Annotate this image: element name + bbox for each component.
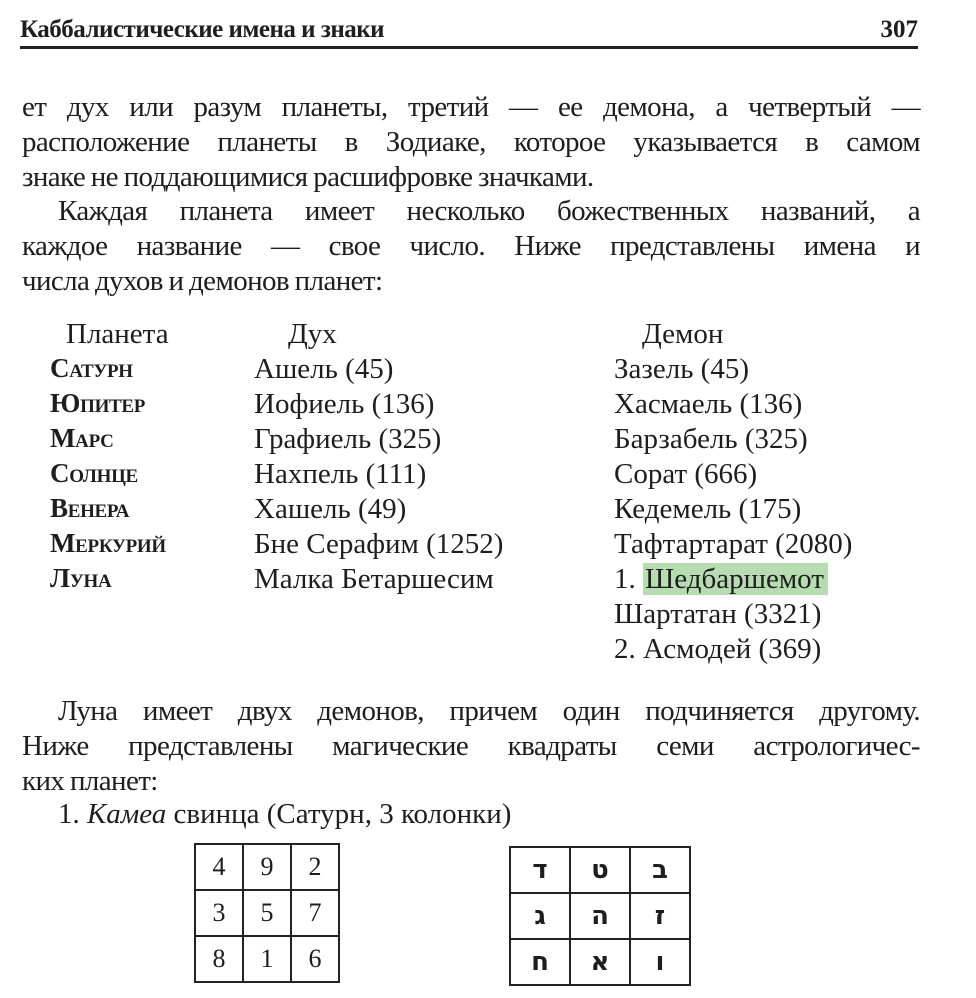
square-cell: 2 [291,844,339,890]
square-cell: 9 [243,844,291,890]
demon-cell: Сорат (666) [614,458,758,490]
table-row-moon-cont [50,598,852,633]
paragraph-1 [22,90,920,195]
hebrew-cell: ג [510,893,570,939]
planet-cell: Сатурн [50,353,133,383]
square-cell: 4 [195,844,243,890]
demon-cell: Шартатан (3321) [614,598,822,630]
caption-italic: Камеа [87,798,167,830]
square-cell: 6 [291,936,339,982]
table-row-moon-cont [50,633,852,668]
square-cell: 3 [195,890,243,936]
table-row [50,353,852,388]
demon-cell: 2. Асмодей (369) [614,633,822,665]
chapter-title: Каббалистические имена и знаки [20,16,385,43]
hebrew-cell: ב [630,847,690,893]
highlighted-demon-name: Шедбаршемот [643,563,828,595]
paragraph-line: знаке не поддающимися расшифровке значками. [22,161,594,193]
paragraph-line: ких планет: [22,765,158,797]
square-cell: 8 [195,936,243,982]
spirit-cell: Хашель (49) [254,493,407,525]
demon-number: 1. [614,563,636,595]
planet-cell: Меркурий [50,528,166,558]
paragraph-line: ет дух или разум планеты, третий — ее демона, а четвертый — [22,91,920,123]
hebrew-cell: ד [510,847,570,893]
paragraph-2 [22,194,920,299]
number-magic-square [194,843,340,983]
table-row [50,388,852,423]
planet-cell: Венера [50,493,130,523]
demon-cell: Тафтартарат (2080) [614,528,853,560]
paragraph-3 [22,694,920,799]
caption-text: свинца (Сатурн, 3 колонки) [173,798,512,830]
paragraph-line: Каждая планета имеет несколько божественных названий, а [58,195,920,227]
spirit-cell: Малка Бетаршесим [254,563,494,595]
paragraph-line: Ниже представлены магические квадраты семи астрологичес- [22,730,920,762]
planet-cell: Юпитер [50,388,146,418]
hebrew-cell: ו [630,939,690,985]
paragraph-line: каждое название — свое число. Ниже представлены имена и [22,230,920,262]
table-row [50,528,852,563]
hebrew-cell: ח [510,939,570,985]
table-row [50,458,852,493]
spirit-cell: Иофиель (136) [254,388,435,420]
demon-cell: Барзабель (325) [614,423,808,455]
spirit-cell: Ашель (45) [254,353,394,385]
kamea-caption [58,798,511,831]
square-cell: 1 [243,936,291,982]
hebrew-cell: ה [570,893,630,939]
demon-cell: Кедемель (175) [614,493,802,525]
hebrew-magic-square [509,846,691,986]
planet-cell: Солнце [50,458,138,488]
demon-cell: Хасмаель (136) [614,388,803,420]
spirit-cell: Бне Серафим (1252) [254,528,504,560]
running-header [20,16,918,49]
table-row [50,493,852,528]
planet-cell: Марс [50,423,114,453]
square-cell: 7 [291,890,339,936]
spirit-cell: Графиель (325) [254,423,442,455]
hebrew-cell: ט [570,847,630,893]
planet-cell: Луна [50,563,112,593]
paragraph-line: Луна имеет двух демонов, причем один подчиняется другому. [58,695,920,727]
header-demon: Демон [642,318,724,350]
table-row [50,423,852,458]
paragraph-line: числа духов и демонов планет: [22,265,383,297]
header-planet: Планета [66,318,169,350]
table-row-moon [50,563,852,598]
hebrew-cell: א [570,939,630,985]
demon-cell [614,563,852,598]
square-cell: 5 [243,890,291,936]
paragraph-line: расположение планеты в Зодиаке, которое указывается в самом [22,126,920,158]
caption-number: 1. [58,798,80,830]
hebrew-cell: ז [630,893,690,939]
header-spirit: Дух [288,318,337,350]
spirit-cell: Нахпель (111) [254,458,427,490]
planet-spirits-table [50,318,852,668]
table-header-row [50,318,852,353]
demon-cell: Зазель (45) [614,353,749,385]
page-number: 307 [880,16,918,43]
